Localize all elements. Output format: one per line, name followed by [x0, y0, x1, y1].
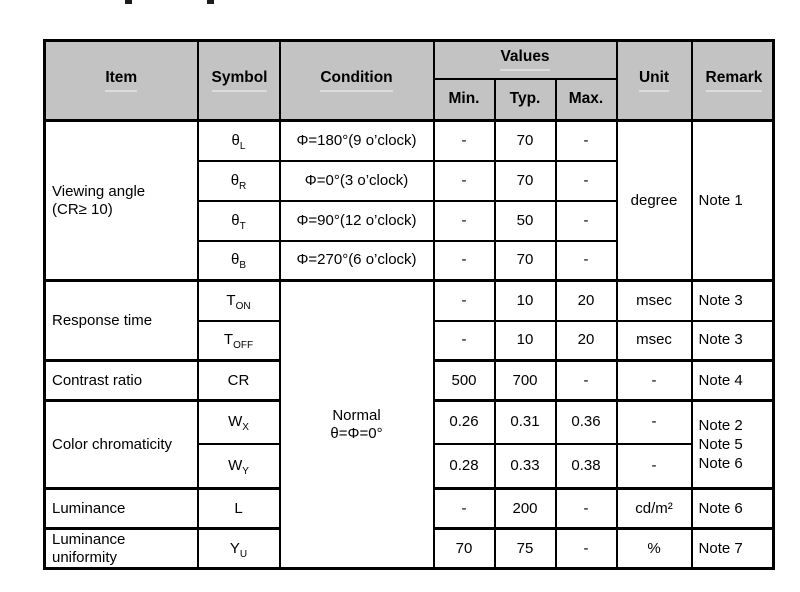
value-max-t-off: 20: [556, 321, 617, 361]
unit-viewing-angle: degree: [617, 121, 692, 281]
value-min-cr: 500: [434, 361, 495, 401]
value-max-theta-b: -: [556, 241, 617, 281]
remark-viewing-angle: Note 1: [692, 121, 774, 281]
value-max-cr: -: [556, 361, 617, 401]
remark-t-off: Note 3: [692, 321, 774, 361]
value-min-t-off: -: [434, 321, 495, 361]
column-header-values: Values: [434, 41, 617, 79]
value-min-theta-t: -: [434, 201, 495, 241]
item-viewing-angle: [45, 121, 198, 281]
value-max-w-x: 0.36: [556, 401, 617, 444]
unit-t-off: msec: [617, 321, 692, 361]
condition-normal-line1: Normal: [332, 406, 381, 424]
column-header-remark: Remark: [692, 41, 774, 121]
value-typ-t-on: 10: [495, 281, 556, 321]
condition-normal: [280, 281, 434, 569]
remark-note-2: Note 2: [698, 417, 743, 434]
column-header-min: Min.: [434, 79, 495, 121]
column-header-max: Max.: [556, 79, 617, 121]
value-min-theta-r: -: [434, 161, 495, 201]
item-color-chromaticity: Color chromaticity: [45, 401, 198, 489]
column-header-condition: Condition: [280, 41, 434, 121]
value-typ-l: 200: [495, 489, 556, 529]
unit-l: cd/m²: [617, 489, 692, 529]
remark-t-on: Note 3: [692, 281, 774, 321]
value-typ-y-u: 75: [495, 529, 556, 569]
column-header-symbol: Symbol: [198, 41, 280, 121]
value-typ-w-y: 0.33: [495, 444, 556, 489]
symbol-theta-r: $\theta_R$: [198, 161, 280, 201]
cropped-title-descender-2: [207, 0, 214, 4]
symbol-theta-t: $\theta_T$: [198, 201, 280, 241]
condition-normal-line2: θ=Φ=0°: [330, 424, 383, 442]
symbol-w-x: $W_X$: [198, 401, 280, 444]
value-min-l: -: [434, 489, 495, 529]
item-contrast-ratio: Contrast ratio: [45, 361, 198, 401]
remark-note-5: Note 5: [698, 436, 743, 453]
unit-w-y: -: [617, 444, 692, 489]
remark-note-6: Note 6: [698, 455, 743, 472]
value-max-l: -: [556, 489, 617, 529]
value-max-w-y: 0.38: [556, 444, 617, 489]
value-min-theta-l: -: [434, 121, 495, 161]
value-max-y-u: -: [556, 529, 617, 569]
value-typ-theta-l: 70: [495, 121, 556, 161]
symbol-theta-l: $\theta_L$: [198, 121, 280, 161]
value-typ-theta-t: 50: [495, 201, 556, 241]
unit-t-on: msec: [617, 281, 692, 321]
cropped-title-descender-1: [125, 0, 132, 4]
item-luminance-uniformity: [45, 529, 198, 569]
value-typ-t-off: 10: [495, 321, 556, 361]
value-typ-cr: 700: [495, 361, 556, 401]
symbol-l: L: [198, 489, 280, 529]
value-max-t-on: 20: [556, 281, 617, 321]
value-typ-theta-r: 70: [495, 161, 556, 201]
condition-theta-l: Φ=180°(9 o’clock): [280, 121, 434, 161]
condition-theta-r: Φ=0°(3 o’clock): [280, 161, 434, 201]
symbol-t-on: $T_{ON}$: [198, 281, 280, 321]
symbol-cr: CR: [198, 361, 280, 401]
value-min-theta-b: -: [434, 241, 495, 281]
unit-w-x: -: [617, 401, 692, 444]
symbol-y-u: $Y_U$: [198, 529, 280, 569]
symbol-w-y: $W_Y$: [198, 444, 280, 489]
value-typ-w-x: 0.31: [495, 401, 556, 444]
item-response-time: Response time: [45, 281, 198, 361]
value-typ-theta-b: 70: [495, 241, 556, 281]
column-header-typ: Typ.: [495, 79, 556, 121]
remark-color-chromaticity: [692, 401, 774, 489]
value-max-theta-l: -: [556, 121, 617, 161]
column-header-unit: Unit: [617, 41, 692, 121]
value-min-w-y: 0.28: [434, 444, 495, 489]
remark-y-u: Note 7: [692, 529, 774, 569]
remark-l: Note 6: [692, 489, 774, 529]
item-luminance-uniformity-line1: Luminance: [52, 530, 126, 548]
unit-cr: -: [617, 361, 692, 401]
condition-theta-b: Φ=270°(6 o’clock): [280, 241, 434, 281]
optical-characteristics-table: [43, 39, 775, 570]
unit-y-u: %: [617, 529, 692, 569]
condition-theta-t: Φ=90°(12 o’clock): [280, 201, 434, 241]
remark-cr: Note 4: [692, 361, 774, 401]
item-viewing-angle-line1: Viewing angle: [52, 182, 146, 200]
item-luminance-uniformity-line2: uniformity: [52, 548, 118, 566]
value-max-theta-t: -: [556, 201, 617, 241]
symbol-theta-b: $\theta_B$: [198, 241, 280, 281]
item-luminance: Luminance: [45, 489, 198, 529]
value-min-t-on: -: [434, 281, 495, 321]
value-max-theta-r: -: [556, 161, 617, 201]
symbol-t-off: $T_{OFF}$: [198, 321, 280, 361]
item-viewing-angle-line2: (CR≥ 10): [52, 200, 113, 218]
column-header-item: Item: [45, 41, 198, 121]
value-min-y-u: 70: [434, 529, 495, 569]
value-min-w-x: 0.26: [434, 401, 495, 444]
